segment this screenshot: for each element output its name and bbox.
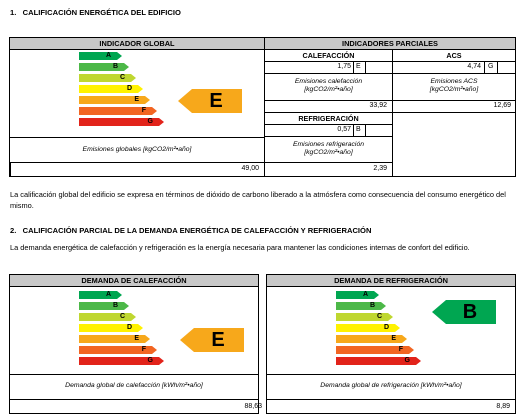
scale-bar-c — [79, 313, 131, 321]
scale-bar-e — [79, 96, 145, 104]
calefaccion-emissions-label-1: Emisiones calefacción — [294, 78, 363, 85]
section1-paragraph: La calificación global del edificio se expresa en términos de dióxido de carbono liberado a la atmósfera como consecuencia del consumo energético del mismo. — [10, 190, 506, 210]
scale-bar-a — [79, 291, 117, 299]
scale-bar-letter: C — [376, 313, 382, 320]
scale-bar-letter: D — [126, 324, 132, 331]
acs-header: ACS — [446, 51, 462, 60]
refrigeracion-value: 0,57 — [337, 126, 351, 133]
scale-bar-letter: D — [383, 324, 389, 331]
refrigeracion-demand-letter: B — [462, 301, 478, 323]
refrigeracion-emissions-label-2: [kgCO2/m²•año] — [304, 149, 353, 156]
calefaccion-emissions-label-2: [kgCO2/m²•año] — [304, 86, 353, 93]
calefaccion-value: 1,75 — [337, 63, 351, 70]
scale-bar-letter: E — [134, 335, 139, 342]
scale-bar-letter: G — [404, 357, 410, 364]
scale-bar-a — [79, 52, 117, 60]
calefaccion-header: CALEFACCIÓN — [302, 51, 355, 60]
refrigeracion-emissions-value: 2,39 — [373, 165, 387, 172]
scale-bar-letter: B — [112, 302, 118, 309]
acs-emissions-value: 12,69 — [493, 102, 511, 109]
scale-bar-f — [79, 346, 152, 354]
global-emissions-value: 49,00 — [241, 165, 259, 172]
acs-value: 4,74 — [467, 63, 481, 70]
calefaccion-letter: E — [356, 63, 361, 70]
calefaccion-demand-scale — [79, 291, 159, 371]
scale-bar-a — [336, 291, 374, 299]
scale-bar-b — [79, 302, 124, 310]
refrigeracion-header: REFRIGERACIÓN — [298, 114, 359, 123]
scale-bar-letter: G — [147, 118, 153, 125]
scale-bar-b — [336, 302, 381, 310]
global-rating-scale — [79, 52, 159, 132]
scale-bar-d — [79, 85, 138, 93]
indicador-global-header: INDICADOR GLOBAL — [10, 38, 264, 50]
refrigeracion-emissions-label-1: Emisiones refrigeración — [292, 141, 365, 148]
scale-bar-g — [79, 357, 159, 365]
refrigeracion-demand-arrow — [432, 300, 496, 329]
scale-bar-letter: D — [126, 85, 132, 92]
calefaccion-demand-arrow — [180, 328, 244, 357]
scale-bar-f — [79, 107, 152, 115]
scale-bar-letter: A — [105, 291, 111, 298]
scale-bar-e — [336, 335, 402, 343]
calefaccion-demand-value: 88,63 — [244, 403, 262, 410]
global-emissions-label: Emisiones globales [kgCO2/m²•año] — [82, 146, 192, 153]
scale-bar-c — [336, 313, 388, 321]
section2-paragraph: La demanda energética de calefacción y refrigeración es la energía necesaria para mantener las condiciones internas de confort del edificio. — [10, 243, 470, 252]
section1-title: 1. CALIFICACIÓN ENERGÉTICA DEL EDIFICIO — [10, 8, 181, 17]
calefaccion-demand-label: Demanda global de calefacción [kWh/m²•año] — [65, 382, 203, 389]
indicadores-parciales-header: INDICADORES PARCIALES — [265, 38, 515, 50]
acs-letter: G — [488, 63, 494, 70]
calefaccion-demand-letter: E — [211, 329, 225, 351]
refrigeracion-demand-label: Demanda global de refrigeración [kWh/m²•año] — [320, 382, 462, 389]
scale-bar-g — [79, 118, 159, 126]
scale-bar-letter: B — [369, 302, 375, 309]
scale-bar-letter: F — [398, 346, 403, 353]
scale-bar-g — [336, 357, 416, 365]
scale-bar-d — [79, 324, 138, 332]
scale-bar-b — [79, 63, 124, 71]
global-rating-arrow — [178, 89, 242, 118]
demanda-calefaccion-header: DEMANDA DE CALEFACCIÓN — [10, 275, 258, 287]
scale-bar-letter: F — [141, 107, 146, 114]
scale-bar-letter: A — [105, 52, 111, 59]
scale-bar-d — [336, 324, 395, 332]
scale-bar-letter: A — [362, 291, 368, 298]
scale-bar-letter: G — [147, 357, 153, 364]
scale-bar-letter: F — [141, 346, 146, 353]
scale-bar-letter: E — [391, 335, 396, 342]
global-rating-letter: E — [209, 90, 223, 112]
acs-emissions-label-1: Emisiones ACS — [430, 78, 478, 85]
acs-emissions-label-2: [kgCO2/m²•año] — [429, 86, 479, 93]
scale-bar-letter: C — [119, 313, 125, 320]
scale-bar-letter: C — [119, 74, 125, 81]
scale-bar-e — [79, 335, 145, 343]
scale-bar-f — [336, 346, 409, 354]
demanda-refrigeracion-header: DEMANDA DE REFRIGERACIÓN — [267, 275, 515, 287]
scale-bar-c — [79, 74, 131, 82]
calefaccion-emissions-value: 33,92 — [369, 102, 387, 109]
scale-bar-letter: B — [112, 63, 118, 70]
refrigeracion-demand-scale — [336, 291, 416, 371]
section2-title: 2. CALIFICACIÓN PARCIAL DE LA DEMANDA ENERGÉTICA DE CALEFACCIÓN Y REFRIGERACIÓN — [10, 226, 372, 235]
refrigeracion-letter: B — [356, 126, 361, 133]
refrigeracion-demand-value: 8,89 — [496, 403, 510, 410]
scale-bar-letter: E — [134, 96, 139, 103]
